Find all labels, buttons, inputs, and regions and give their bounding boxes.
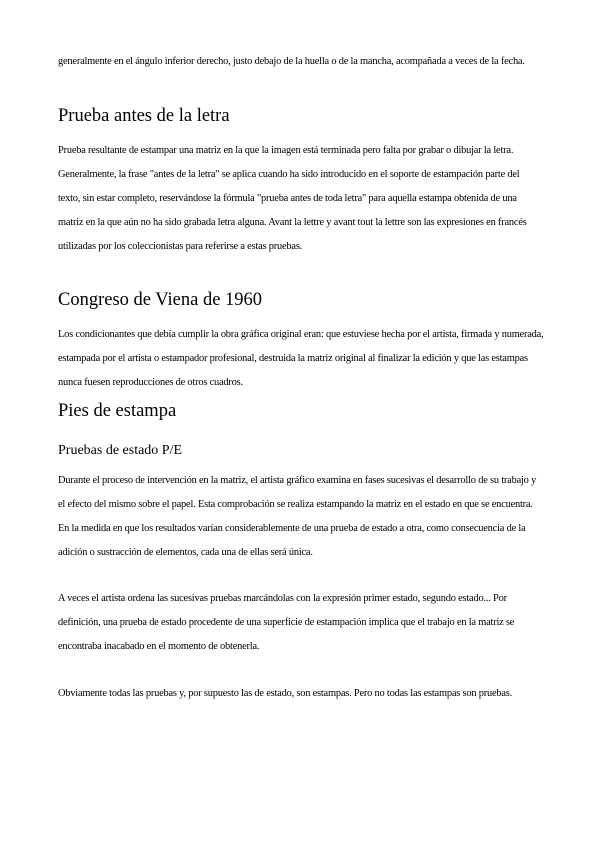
section-paragraph: A veces el artista ordena las sucesivas pruebas marcándolas con la expresión primer estado, segundo estado... Por definición, una prueba de estado procedente de una superficie de estampación implica que el trabajo en la matriz se encontraba inacabado en el momento de obtenerla. [58, 593, 515, 652]
section-paragraph: Los condicionantes que debía cumplir la obra gráfica original eran: que estuviese hecha por el artista, firmada y numerada, estampada por el artista o estampador profesional, destruida la matriz original al finalizar la edición y que las estampas nunca fuesen reproducciones de otros cuadros. [58, 329, 544, 388]
section-pies-subheading [58, 440, 544, 462]
section-subheading: Pruebas de estado P/E [58, 443, 183, 458]
section-pies-paragraph-1 [58, 469, 544, 565]
section-heading: Congreso de Viena de 1960 [58, 290, 263, 310]
section-pies-paragraph-3 [58, 682, 544, 706]
intro-paragraph: generalmente en el ángulo inferior derecho, justo debajo de la huella o de la mancha, acompañada a veces de la fecha. [58, 56, 525, 67]
section-congreso-body [58, 323, 544, 395]
section-pies [58, 399, 544, 423]
section-paragraph: Prueba resultante de estampar una matriz en la que la imagen está terminada pero falta por grabar o dibujar la letra. Generalmente, la frase "antes de la letra" se aplica cuando ha sido introducido en el soporte de estampación parte del texto, sin estar completo, reservándose la fórmula "prueba antes de toda letra" para aquella estampa obtenida de una matriz en la que aún no ha sido grabada letra alguna. Avant la lettre y avant tout la lettre son las expresiones en francés utilizadas por los coleccionistas para referirse a estas pruebas. [58, 145, 527, 252]
section-prueba-antes-body [58, 139, 544, 259]
section-paragraph: Durante el proceso de intervención en la matriz, el artista gráfico examina en fases sucesivas el desarrollo de su trabajo y el efecto del mismo sobre el papel. Esta comprobación se realiza estampando la matriz en el estado en que se encuentra. En la medida en que los resultados varían considerablemente de una prueba de estado a otra, como consecuencia de la adición o sustracción de elementos, cada una de ellas será única. [58, 475, 537, 558]
section-pies-paragraph-2 [58, 587, 544, 659]
intro-block [58, 50, 544, 74]
section-congreso [58, 288, 544, 312]
section-heading: Pies de estampa [58, 401, 177, 421]
section-prueba-antes [58, 104, 544, 128]
section-heading: Prueba antes de la letra [58, 106, 230, 126]
section-paragraph: Obviamente todas las pruebas y, por supuesto las de estado, son estampas. Pero no todas las estampas son pruebas. [58, 688, 513, 699]
